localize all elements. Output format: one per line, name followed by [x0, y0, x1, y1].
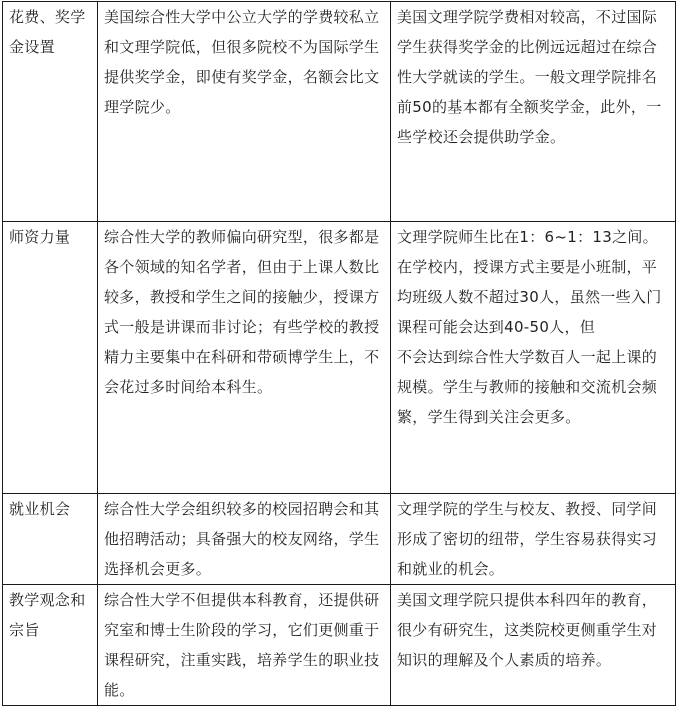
- comprehensive-university-cell: [98, 222, 391, 494]
- liberal-arts-college-text: 文理学院师生比在1：6~1：13之间。在学校内，授课方式主要是小班制，平均班级人数不超过30人，虽然一些入门课程可能会达到40-50人，但 不会达到综合性大学数百人一起上课的规模。学生与教师的接触和交流机会频繁，学生得到关注会更多。: [397, 228, 662, 426]
- comprehensive-university-cell: [98, 2, 391, 222]
- row-label: 花费、奖学金设置: [9, 8, 86, 56]
- table-row-employment: [3, 494, 676, 585]
- row-label-cell: [3, 585, 98, 706]
- comprehensive-university-cell: [98, 494, 391, 585]
- row-label: 就业机会: [9, 500, 71, 518]
- comprehensive-university-text: 综合性大学会组织较多的校园招聘会和其他招聘活动；具备强大的校友网络，学生选择机会更多。: [104, 500, 380, 578]
- comparison-table: [2, 1, 676, 706]
- liberal-arts-college-cell: [391, 494, 676, 585]
- table-row-faculty: [3, 222, 676, 494]
- comprehensive-university-text: 综合性大学的教师偏向研究型，很多都是各个领域的知名学者，但由于上课人数比较多，教授和学生之间的接触少，授课方式一般是讲课而非讨论；有些学校的教授精力主要集中在科研和带硕博学生上，不会花过多时间给本科生。: [104, 228, 380, 396]
- comprehensive-university-text: 综合性大学不但提供本科教育，还提供研究室和博士生阶段的学习，它们更侧重于课程研究，注重实践，培养学生的职业技能。: [104, 591, 380, 699]
- table-row-teaching-philosophy: [3, 585, 676, 706]
- table-row-cost-scholarship: [3, 2, 676, 222]
- row-label-cell: [3, 494, 98, 585]
- liberal-arts-college-cell: [391, 2, 676, 222]
- liberal-arts-college-cell: [391, 585, 676, 706]
- comprehensive-university-text: 美国综合性大学中公立大学的学费较私立和文理学院低，但很多院校不为国际学生提供奖学金，即使有奖学金，名额会比文理学院少。: [104, 8, 380, 116]
- row-label-cell: [3, 2, 98, 222]
- liberal-arts-college-text: 美国文理学院只提供本科四年的教育，很少有研究生，这类院校更侧重学生对知识的理解及个人素质的培养。: [397, 591, 658, 669]
- liberal-arts-college-text: 文理学院的学生与校友、教授、同学间形成了密切的纽带，学生容易获得实习和就业的机会。: [397, 500, 658, 578]
- liberal-arts-college-text: 美国文理学院学费相对较高，不过国际学生获得奖学金的比例远远超过在综合性大学就读的学生。一般文理学院排名前50的基本都有全额奖学金，此外，一些学校还会提供助学金。: [397, 8, 662, 146]
- row-label: 教学观念和宗旨: [9, 591, 86, 639]
- liberal-arts-college-cell: [391, 222, 676, 494]
- row-label: 师资力量: [9, 228, 71, 246]
- comprehensive-university-cell: [98, 585, 391, 706]
- row-label-cell: [3, 222, 98, 494]
